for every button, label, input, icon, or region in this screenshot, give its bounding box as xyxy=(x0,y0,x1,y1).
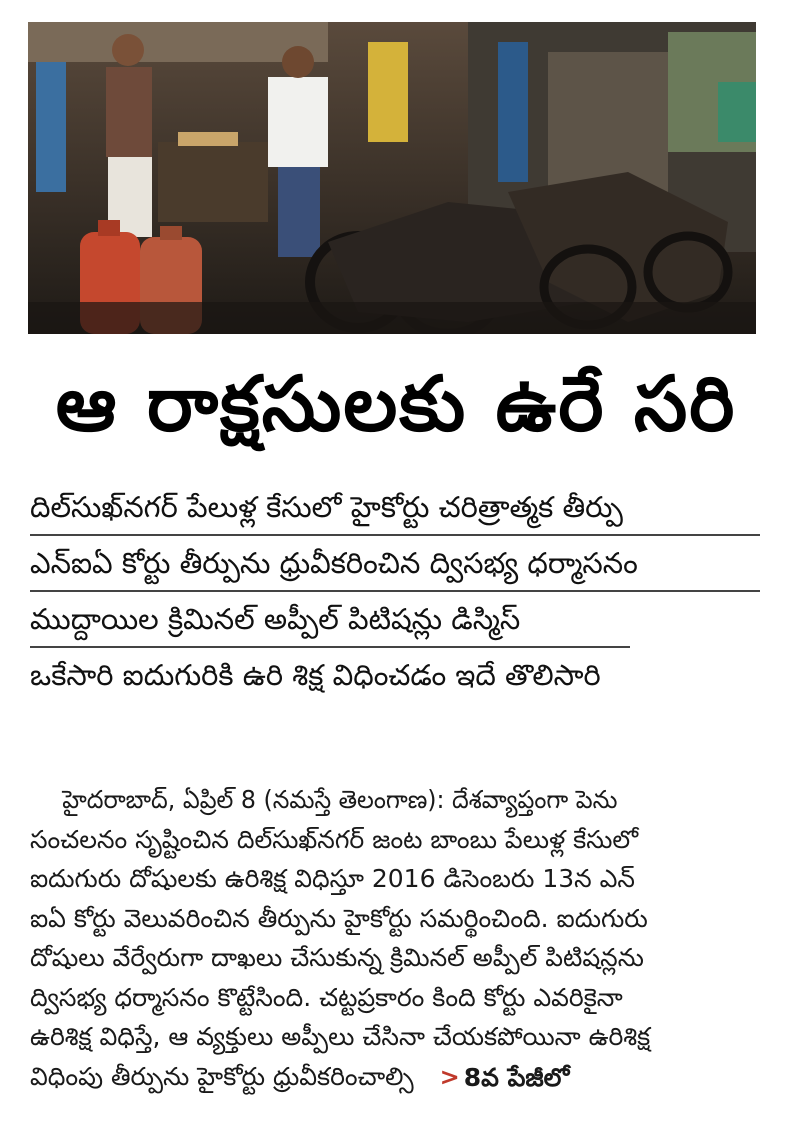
subheading xyxy=(30,648,760,702)
headline xyxy=(26,352,766,456)
body-line: సంచలనం సృష్టించిన దిల్‌సుఖ్‌నగర్ జంట బాంబు పేలుళ్ల కేసులో xyxy=(30,824,639,854)
body-line: ఉరిశిక్ష విధిస్తే, ఆ వ్యక్తులు అప్పీలు చేసినా చేయకపోయినా ఉరిశిక్ష xyxy=(30,1022,651,1051)
subheading-text: ముద్దాయిల క్రిమినల్ అప్పీల్ పిటిషన్లు డిస్మిస్ xyxy=(30,601,521,636)
body-line: ఐదుగురు దోషులకు ఉరిశిక్ష విధిస్తూ 2016 డిసెంబరు 13న ఎన్ xyxy=(30,864,635,893)
subheading-text: ఒకేసారి ఐదుగురికి ఉరి శిక్ష విధించడం ఇదే తొలిసారి xyxy=(30,657,601,692)
body-line: హైదరాబాద్, ఏప్రిల్ 8 (నమస్తే తెలంగాణ): దేశవ్యాప్తంగా పెను xyxy=(62,785,618,814)
body-line-text: విధింపు తీర్పును హైకోర్టు ధ్రువీకరించాల్సి xyxy=(30,1061,414,1091)
body-line: ద్విసభ్య ధర్మాసనం కొట్టేసింది. చట్టప్రకారం కింది కోర్టు ఎవరికైనా xyxy=(30,982,623,1012)
body-line: దోషులు వేర్వేరుగా దాఖలు చేసుకున్న క్రిమినల్ అప్పీల్ పిటిషన్లను xyxy=(30,943,644,972)
subheading-text: దిల్‌సుఖ్‌నగర్ పేలుళ్ల కేసులో హైకోర్టు చరిత్రాత్మక తీర్పు xyxy=(30,489,623,524)
continued-link[interactable] xyxy=(440,1058,570,1097)
subheading xyxy=(30,592,630,648)
news-photo xyxy=(28,22,756,334)
arrow-right-icon: > xyxy=(439,1062,460,1091)
subheadings xyxy=(30,480,760,702)
subheading xyxy=(30,536,760,592)
subheading-text: ఎన్‌ఐఏ కోర్టు తీర్పును ధ్రువీకరించిన ద్విసభ్య ధర్మాసనం xyxy=(30,545,638,580)
article-body xyxy=(30,780,760,1096)
continued-label: 8వ పేజీలో xyxy=(463,1062,570,1092)
subheading xyxy=(30,480,760,536)
body-line: ఐఏ కోర్టు వెలువరించిన తీర్పును హైకోర్టు సమర్థించింది. ఐదుగురు xyxy=(30,903,648,933)
body-line-last xyxy=(30,1057,760,1097)
headline-text: ఆ రాక్షసులకు ఉరే సరి xyxy=(55,359,737,448)
